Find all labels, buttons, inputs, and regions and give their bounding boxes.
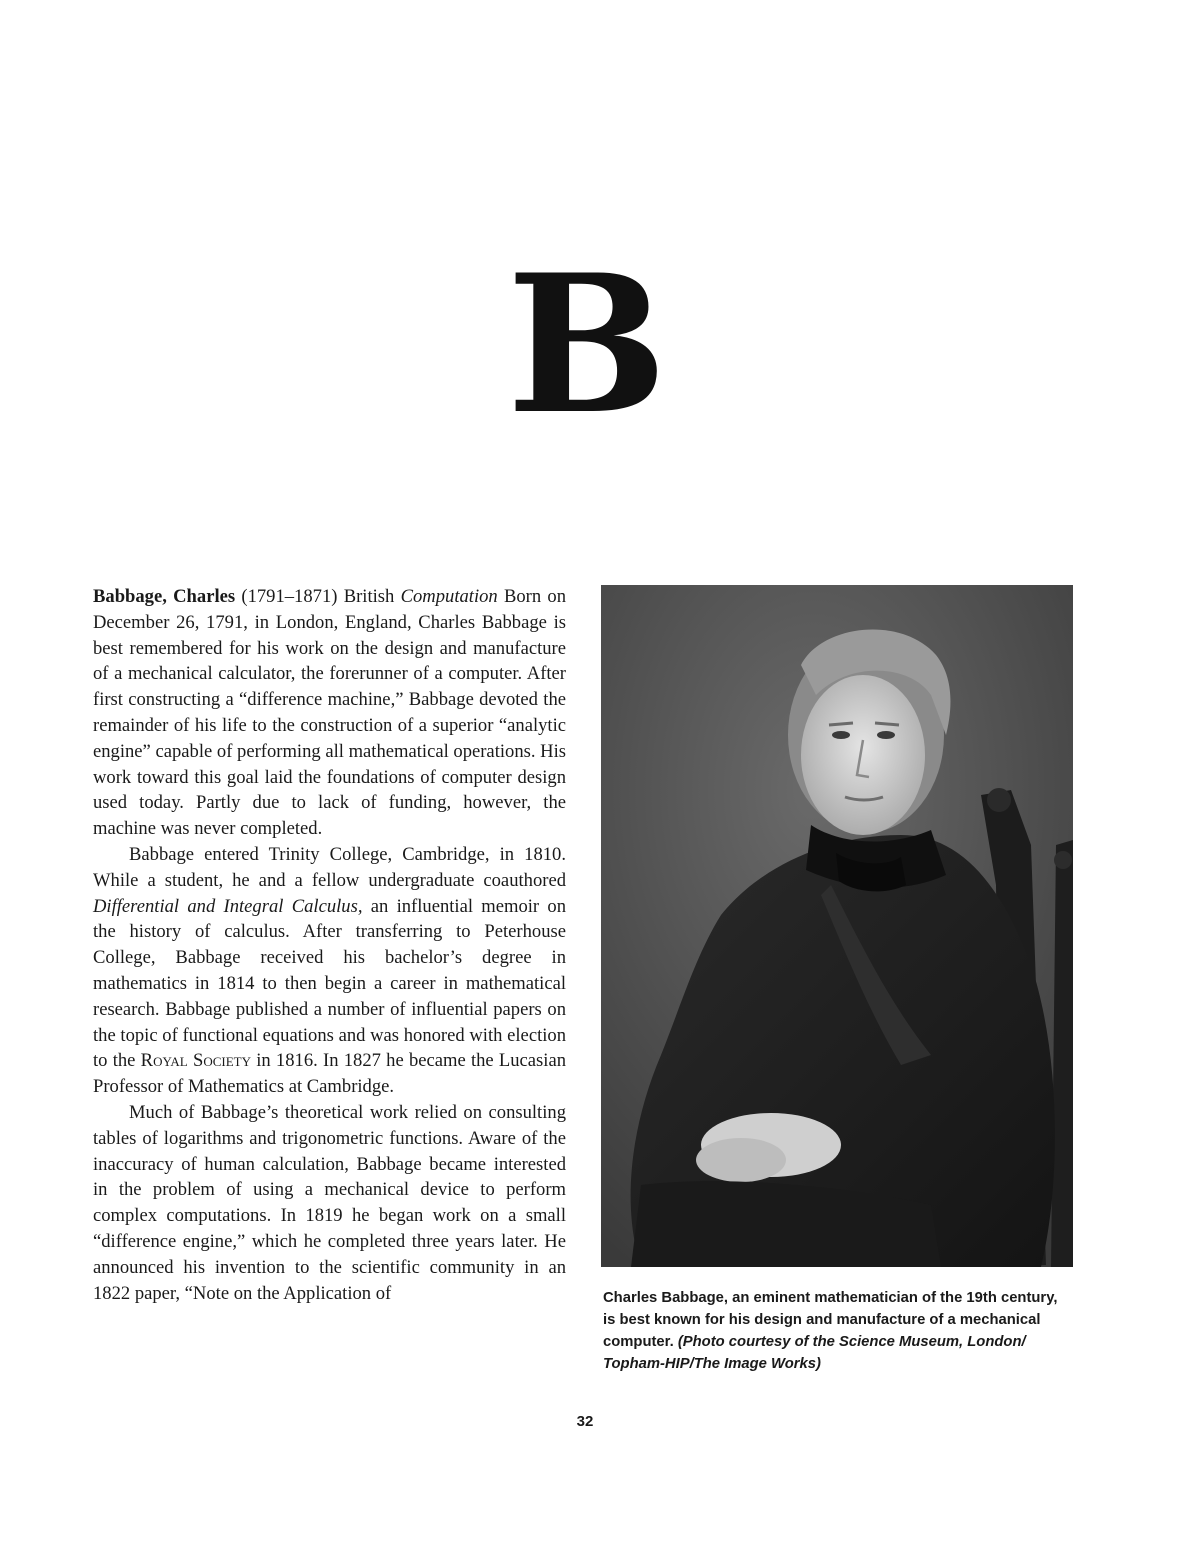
- entry-dates: (1791–1871): [241, 586, 338, 607]
- entry-text-column: [93, 584, 566, 1306]
- portrait-photo: [601, 585, 1073, 1267]
- entry-paragraph-2-text-c: in 1816. In 1827 he became the Lucasian Professor of Mathematics at Cambridge.: [93, 1050, 567, 1098]
- cross-reference-royal-society: Royal Society: [140, 1050, 251, 1072]
- section-letter: B: [506, 233, 664, 456]
- entry-paragraph-2-text-b: an influential memoir on the history of calculus. After transferring to Peterhouse College, Babbage received his bachelor’s degree in mathematics in 1814 to then begin a career in mathematical research. Babbage published a number of influential papers on the topic of functional equations and was honored with election to the: [93, 895, 566, 1072]
- entry-name: Babbage, Charles: [93, 586, 236, 607]
- page-number: 32: [576, 1413, 594, 1430]
- entry-paragraph-2: [93, 842, 566, 1100]
- photo-caption: [603, 1287, 1073, 1375]
- entry-paragraph-1-text: Born on December 26, 1791, in London, England, Charles Babbage is best remembered for his work on the design and manufacture of a mechanical calculator, the forerunner of a computer. After first constructing a “difference machine,” Babbage devoted the remainder of his life to the construction of a superior “analytic engine” capable of performing all mathematical operations. His work toward this goal laid the foundations of computer design used today. Partly due to lack of funding, however, the machine was never completed.: [93, 586, 567, 840]
- photo-credit: (Photo courtesy of the Science Museum, London/ Topham-HIP/The Image Works): [603, 1334, 1026, 1372]
- caption-text: Charles Babbage, an eminent mathematician of the 19th century, is best known for his design and manufacture of a mechanical computer.: [603, 1290, 1058, 1350]
- entry-paragraph-1: [93, 584, 566, 842]
- entry-nationality: British: [343, 586, 395, 607]
- entry-paragraph-2-text-a: Babbage entered Trinity College, Cambridge, in 1810. While a student, he and a fellow undergraduate coauthored: [93, 843, 566, 891]
- entry-paragraph-3: Much of Babbage’s theoretical work relied on consulting tables of logarithms and trigonometric functions. Aware of the inaccuracy of human calculation, Babbage became interested in the problem of using a mechanical device to perform complex computations. In 1819 he began work on a small “difference engine,” which he completed three years later. He announced his invention to the scientific community in an 1822 paper, “Note on the Application of: [93, 1101, 566, 1304]
- portrait-illustration: [601, 585, 1073, 1267]
- entry-field: Computation: [400, 586, 498, 607]
- book-title: Differential and Integral Calculus,: [93, 895, 363, 917]
